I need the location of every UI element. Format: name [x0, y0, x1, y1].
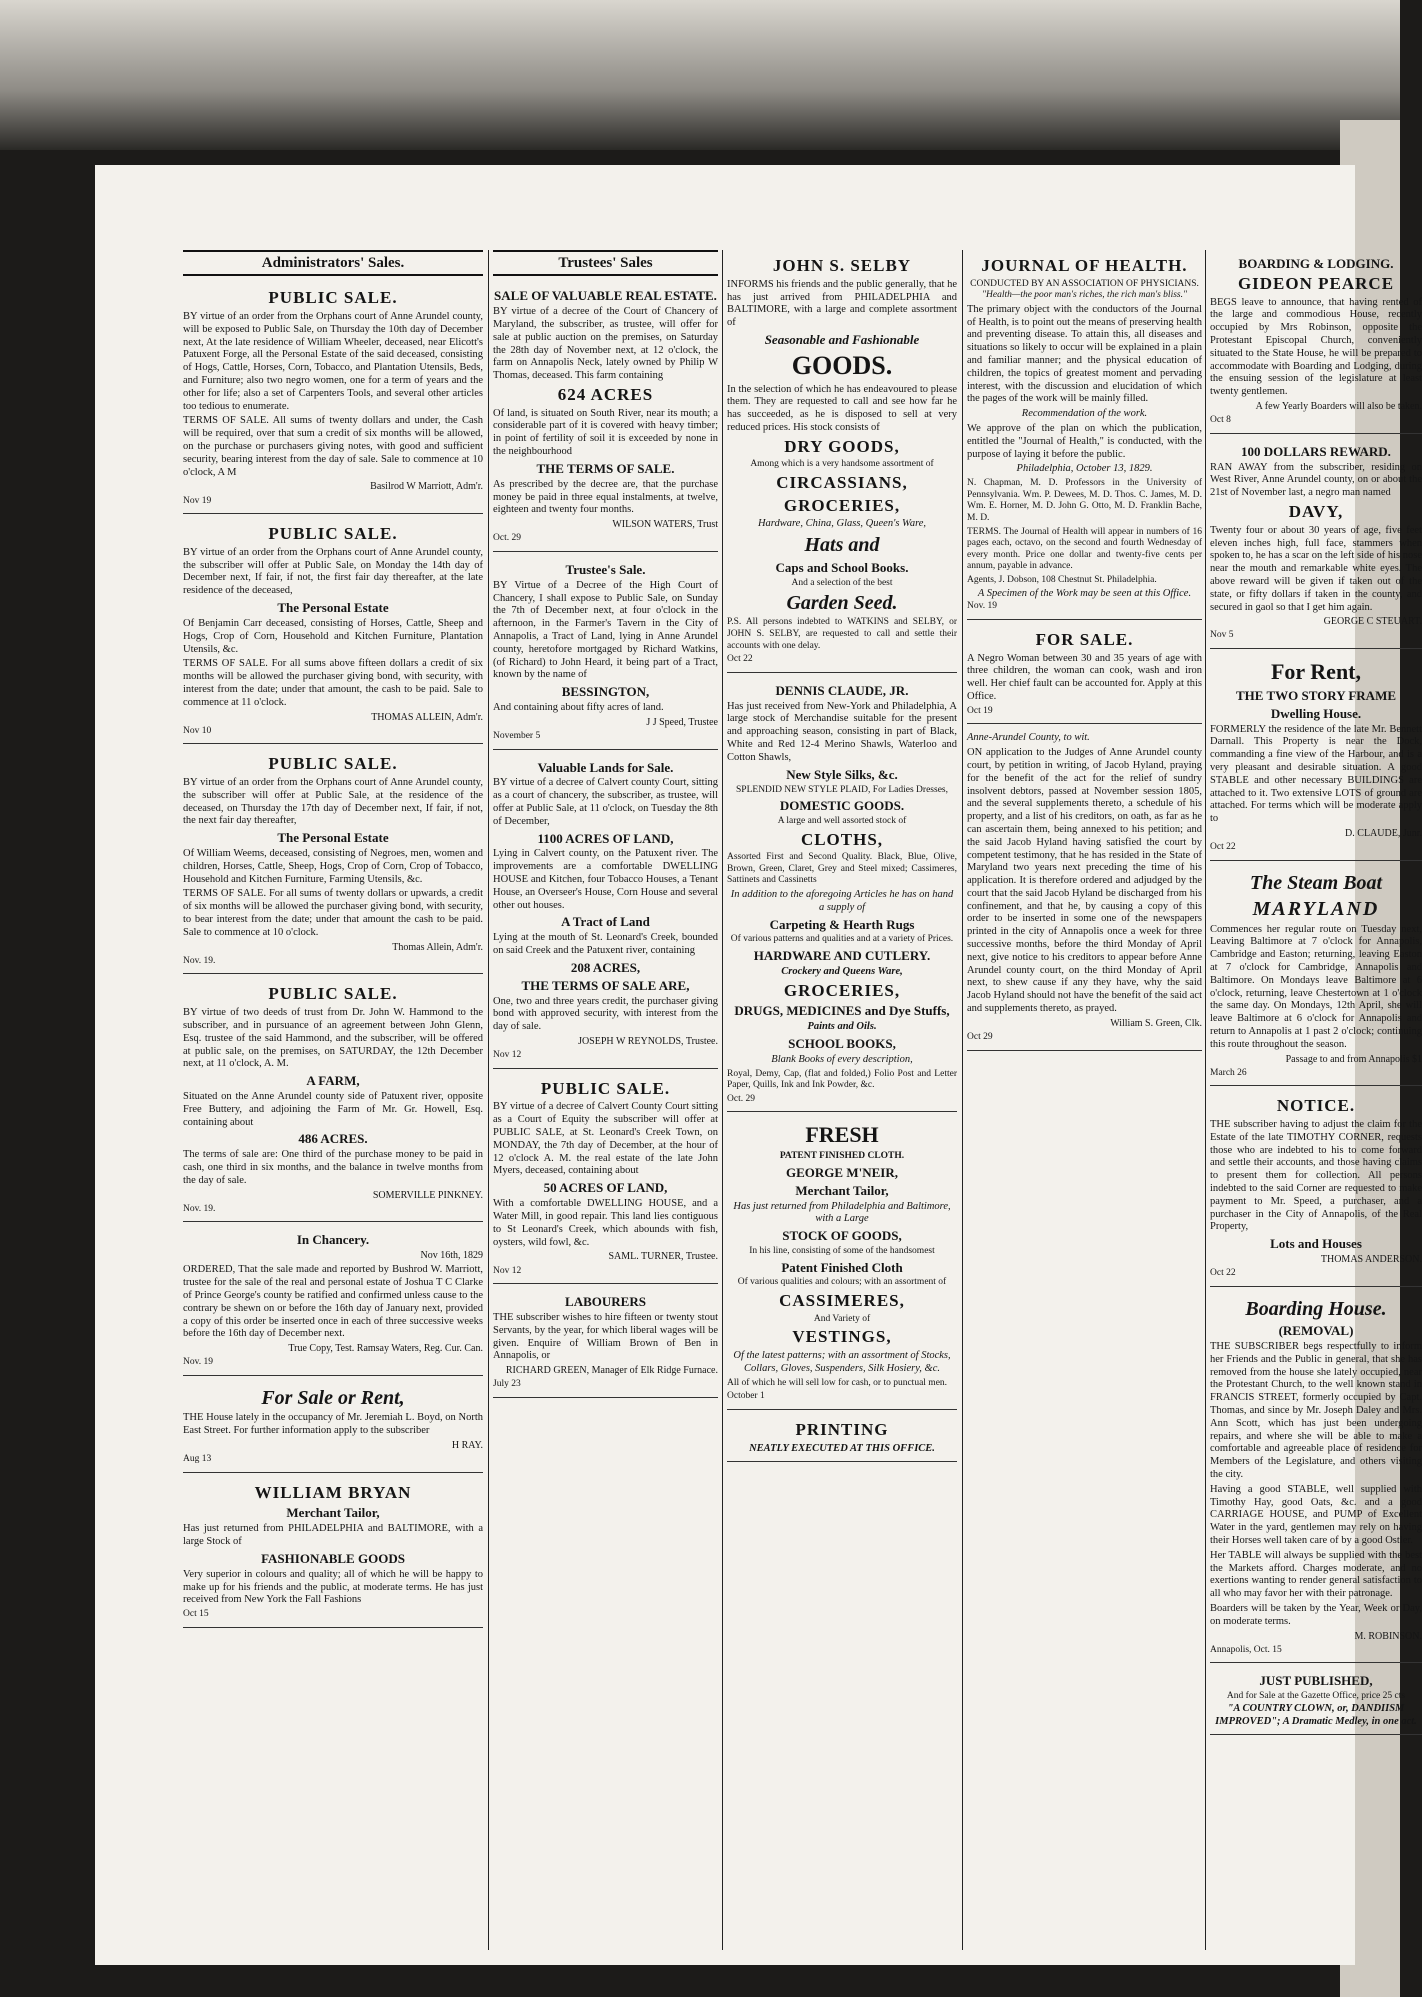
ad-body: All of which he will sell low for cash, or to punctual men. — [727, 1377, 948, 1388]
ad-title: PRINTING — [795, 1419, 889, 1439]
ad-fare: Passage to and from Annapolis $1 — [1285, 1053, 1422, 1065]
ad-date: Nov. 19 — [183, 1357, 213, 1368]
ad-title: PUBLIC SALE. — [268, 288, 398, 308]
ad-signature: A few Yearly Boarders will also be taken. — [1255, 400, 1422, 412]
ad-date: Nov. 19 — [967, 601, 997, 612]
column-rule — [1205, 250, 1206, 1950]
ad-body: Has just returned from PHILADELPHIA and BALTIMORE, with a large Stock of — [183, 1523, 483, 1548]
scan-background-top — [0, 0, 1400, 150]
ad-signature: J J Speed, Trustee — [646, 716, 718, 728]
ad-signature: GEORGE C STEUART. — [1323, 616, 1422, 628]
ad-body: In addition to the aforegoing Articles he has on hand a supply of — [730, 888, 954, 913]
ad-subtitle: GROCERIES, — [783, 495, 901, 515]
newspaper-page — [95, 165, 1422, 1965]
ad-title: Trustee's Sale. — [565, 561, 646, 577]
ad-body: We approve of the plan on which the publication, entitled the "Journal of Health," is conducted, with the purpose of laying it before the public. — [967, 423, 1202, 460]
ad-body: The primary object with the conductors of the Journal of Health, is to point out the means of preserving health and preventing disease. To attain this, all diseases and situations so likely to occur will be explained in a plain and familiar manner; and the physical education of children, the topics of greatest moment and pervading interest, with the discussion and elucidation of which the pages of the work will be mainly filled. — [967, 303, 1202, 405]
ad-title: In Chancery. — [296, 1232, 370, 1248]
ad-body: THE SUBSCRIBER begs respectfully to inform her Friends and the Public in general, that she has removed from the house she lately occupied, near the Protestant Church, to the well known stand in FRANCIS STREET, formerly occupied by Capt. Thomas, and since by Mr. Joseph Daley and Mrs. Ann Scott, which has just been undergoing repairs, and where she will be able to make a comfortable and agreeable place of residence for Members of the Legislature, and others visiting the city. — [1210, 1341, 1422, 1481]
ad-body: BY Virtue of a Decree of the High Court of Chancery, I shall expose to Public Sale, on Sunday the 7th of December next, at four o'clock in the afternoon, in the Farmer's Tavern in the City of Annapolis, a Tract of Land, lying in Anne Arundel county, heretofore mortgaged by Richard Watkins, (of Richard) to John Heard, it being part of a Tract, known by the name of — [493, 579, 718, 681]
ad-date: Oct 15 — [183, 1609, 209, 1620]
advertisement — [727, 1414, 957, 1463]
ad-signature: M. ROBINSON. — [1354, 1630, 1422, 1642]
ad-terms: As prescribed by the decree are, that the purchase money be paid in three equal instalments, at twelve, eighteen and twenty four months. — [493, 478, 718, 516]
ad-signature: True Copy, Test. Ramsay Waters, Reg. Cur. Can. — [288, 1343, 483, 1355]
ad-body: FORMERLY the residence of the late Mr. Bennett Darnall. This Property is near the Dock, commanding a fine view of the Harbour, and is a very pleasant and desirable situation. A good STABLE and other necessary BUILDINGS are attached to it. Two extensive LOTS of ground are attached. For terms which will be moderate apply to — [1210, 723, 1422, 825]
ad-subtitle: The Personal Estate — [277, 830, 389, 846]
ad-subtitle: Merchant Tailor, — [286, 1505, 380, 1521]
advertisement — [1210, 250, 1422, 434]
ad-body: RAN AWAY from the subscriber, residing on West River, Anne Arundel county, on or about the 21st of November last, a negro man named — [1210, 461, 1422, 499]
ad-subtitle: DRY GOODS, — [784, 436, 900, 456]
section-header: Administrators' Sales. — [183, 250, 483, 276]
ad-title: PUBLIC SALE. — [268, 984, 398, 1004]
ad-signature: SOMERVILLE PINKNEY. — [372, 1189, 483, 1201]
ad-body: And containing about fifty acres of land. — [493, 701, 664, 713]
ad-body: Boarders will be taken by the Year, Week or Day, on moderate terms. — [1210, 1602, 1422, 1627]
ad-subtitle: Crockery and Queens Ware, — [781, 965, 903, 977]
column-rule — [962, 250, 963, 1950]
ad-headline: Hats and — [804, 534, 880, 557]
ad-subtitle: DAVY, — [1288, 501, 1344, 521]
ad-terms-title: THE TERMS OF SALE. — [536, 460, 675, 476]
section-header: Trustees' Sales — [493, 250, 718, 276]
advertisement — [727, 1116, 957, 1409]
ad-signature: D. CLAUDE, Junr. — [1345, 827, 1422, 839]
ad-title: FOR SALE. — [1035, 629, 1134, 649]
ad-signature: WILSON WATERS, Trust — [612, 519, 718, 531]
ad-title: Boarding House. — [1245, 1297, 1387, 1320]
ad-signature: Basilrod W Marriott, Adm'r. — [370, 481, 483, 493]
ad-body: SPLENDID NEW STYLE PLAID, For Ladies Dresses, — [736, 784, 948, 795]
ad-subtitle: CASSIMERES, — [779, 1291, 905, 1311]
advertisement — [727, 677, 957, 1113]
advertisement — [183, 748, 483, 974]
ad-terms: One, two and three years credit, the purchaser giving bond with approved security, with interest from the day of sale. — [493, 995, 718, 1033]
ad-body: BY virtue of two deeds of trust from Dr. John W. Hammond to the subscriber, and in pursuance of an agreement between John Glenn, Esq. trustee of the said Hammond, and the subscriber, will be offered at public sale, on the premises, on SATURDAY, the 12th December next, at 11 o'clock, A. M. — [183, 1007, 483, 1070]
ad-date: Oct 22 — [1210, 842, 1236, 853]
ad-body: Having a good STABLE, well supplied with Timothy Hay, good Oats, &c. and a good CARRIAGE HOUSE, and PUMP of Excellent Water in the yard, gentlemen may rely on having their Horses well taken care of by a good Ostler. — [1210, 1483, 1422, 1546]
ad-date: March 26 — [1210, 1067, 1247, 1078]
ad-body: Of Benjamin Carr deceased, consisting of Horses, Cattle, Sheep and Hogs, Crop of Corn, Household and Kitchen Furniture, Plantation Utensils, &c. — [183, 617, 483, 655]
advertisement — [1210, 1291, 1422, 1664]
ad-body: Agents, J. Dobson, 108 Chestnut St. Philadelphia. — [967, 574, 1157, 585]
advertisement — [183, 518, 483, 744]
ad-motto: "Health—the poor man's riches, the rich man's bliss." — [982, 290, 1187, 301]
ad-subtitle: Dwelling House. — [1270, 705, 1362, 721]
ad-headline: Garden Seed. — [786, 592, 898, 615]
ad-body: NEATLY EXECUTED AT THIS OFFICE. — [749, 1442, 935, 1454]
ad-body: BY virtue of an order from the Orphans court of Anne Arundel county, the subscriber will offer at Public Sale, at the residence of the deceased, on Thursday the 17th day of December next, If fair, if not, the next fair day thereafter, — [183, 777, 483, 827]
column-2 — [493, 250, 718, 1960]
ad-title: For Sale or Rent, — [261, 1386, 405, 1409]
ad-body: Has just received from New-York and Philadelphia, A large stock of Merchandise suitable for the present and approaching season, consisting in part of Black, White and Red 12-4 Merino Shawls, Waterloo and Cotton Shawls, — [727, 700, 957, 763]
ad-subtitle: GIDEON PEARCE — [1237, 273, 1395, 293]
ad-title: Valuable Lands for Sale. — [537, 759, 674, 775]
ad-body: Hardware, China, Glass, Queen's Ware, — [757, 518, 927, 530]
ad-subtitle: STOCK OF GOODS, — [782, 1228, 902, 1244]
ad-acres: 208 ACRES, — [570, 959, 641, 975]
ad-body: Her TABLE will always be supplied with the best the Markets afford. Charges moderate, and no exertions wanting to render general satisfaction to all who may favor her with their patronage. — [1210, 1549, 1422, 1600]
ad-body: Of various patterns and qualities and at a variety of Prices. — [730, 934, 954, 945]
ad-subtitle: GROCERIES, — [783, 980, 901, 1000]
advertisement — [183, 1477, 483, 1628]
column-3 — [727, 250, 957, 1960]
ad-title: LABOURERS — [565, 1294, 646, 1310]
ad-subtitle: Seasonable and Fashionable — [764, 331, 920, 347]
advertisement — [183, 1380, 483, 1473]
ad-body: And for Sale at the Gazette Office, price 25 cts — [1226, 1691, 1406, 1702]
ad-date: Nov 10 — [183, 725, 212, 736]
advertisement — [493, 1288, 718, 1398]
ad-acres: 1100 ACRES OF LAND, — [537, 830, 674, 846]
ad-subtitle: CLOTHS, — [800, 829, 884, 849]
ad-body: THE subscriber wishes to hire fifteen or twenty stout Servants, by the year, for which liberal wages will be given. Enquire of William Brown of Ben in Annapolis, or — [493, 1311, 718, 1362]
ad-subtitle: DRUGS, MEDICINES and Dye Stuffs, — [734, 1003, 950, 1019]
ad-body: Among which is a very handsome assortment of — [750, 459, 934, 470]
advertisement — [493, 754, 718, 1069]
ad-acres: 486 ACRES. — [298, 1131, 368, 1147]
ad-body: And a selection of the best — [791, 577, 893, 588]
ad-body: BY virtue of a decree of Calvert county Court, sitting as a court of chancery, the subscriber, as trustee, will offer at Public Sale, at 11 o'clock, on Tuesday the 8th of December, — [493, 777, 718, 827]
ad-body: A Specimen of the Work may be seen at this Office. — [977, 588, 1192, 600]
ad-subtitle: MARYLAND — [1252, 898, 1380, 921]
advertisement — [1210, 1667, 1422, 1735]
ad-date: Oct. 29 — [493, 533, 521, 544]
ad-body: INFORMS his friends and the public generally, that he has just arrived from PHILADELPHIA and BALTIMORE, with a large and complete assortment of — [727, 278, 957, 329]
ad-subtitle: CONDUCTED BY AN ASSOCIATION OF PHYSICIANS. — [970, 278, 1199, 289]
advertisement — [1210, 865, 1422, 1087]
ad-title: JOHN S. SELBY — [772, 256, 912, 275]
ad-body: The terms of sale are: One third of the purchase money to be paid in cash, one third in six months, and the balance in twelve months from the day of sale. — [183, 1149, 483, 1186]
ad-title: DENNIS CLAUDE, JR. — [775, 682, 909, 698]
ad-body: Of various qualities and colours; with an assortment of — [737, 1277, 947, 1288]
ad-date: Oct 8 — [1210, 415, 1231, 426]
ad-title: BOARDING & LODGING. — [1238, 256, 1394, 271]
ad-body: In the selection of which he has endeavoured to please them. They are requested to call and see how far he has succeeded, as he is disposed to sell at very reduced prices. His stock consists of — [727, 383, 957, 433]
advertisement — [183, 282, 483, 514]
ad-title: NOTICE. — [1276, 1096, 1356, 1116]
ad-body: N. Chapman, M. D. Professors in the University of Pennsylvania. Wm. P. Dewees, M. D. Thos. C. James, M. D. Wm. E. Horner, M. D. John G. Otto, M. D. Franklin Bache, M. D. — [967, 478, 1202, 523]
ad-subtitle: CIRCASSIANS, — [776, 473, 908, 492]
ad-subtitle: Carpeting & Hearth Rugs — [769, 916, 915, 932]
ad-date: Nov 12 — [493, 1265, 522, 1276]
ad-title: PUBLIC SALE. — [268, 524, 398, 544]
ad-body: And Variety of — [813, 1313, 871, 1324]
ad-subtitle: FASHIONABLE GOODS — [261, 1550, 405, 1566]
advertisement — [183, 1226, 483, 1376]
ad-date: November 5 — [493, 730, 541, 741]
column-rule — [488, 250, 489, 1950]
ad-title: PUBLIC SALE. — [540, 1078, 671, 1098]
ad-body: THE subscriber having to adjust the claim for the Estate of the late TIMOTHY CORNER, requests those who are indebted to his to come forward and settle their accounts, and those having claims to present them for collection. All persons indebted to the said Corner are requested to make payment to Mr. Speed, a purchaser, and a purchaser in the City of Annapolis, of the Real Property, — [1210, 1119, 1422, 1233]
ad-date: Nov 19 — [183, 495, 212, 506]
ad-body: BY virtue of an order from the Orphans court of Anne Arundel county, will be exposed to Public Sale, on Thursday the 10th day of December next, At the late residence of William Wheeler, deceased, near Elicott's Patuxent Forge, all the Personal Estate of the said deceased, consisting of Hogs, Cattle, Horses, Corn, Tobacco, and Plantation Utensils, Beds, and Furniture; also two negro women, one for a term of years and the other for life; also a set of Carpenters Tools, and several other articles too tedious to enumerate. — [183, 311, 483, 412]
ad-body: BEGS leave to announce, that having rented of the large and commodious House, recently occupied by Mrs Robinson, opposite the Protestant Episcopal Church, conveniently situated to the State House, he will be prepared to accommodate with Boarding and Lodging, during the ensuing session of the legislature at least twenty gentlemen. — [1210, 296, 1422, 398]
ad-body: BY virtue of a decree of Calvert County Court sitting as a Court of Equity the subscriber will offer at PUBLIC SALE, at St. Leonard's Creek Town, on MONDAY, the 7th day of December, at the hour of 12 o'clock A. M. the real estate of the late John Myers, deceased, containing about — [493, 1101, 718, 1177]
advertisement — [1210, 1090, 1422, 1287]
ad-subtitle: Patent Finished Cloth — [781, 1259, 903, 1275]
advertisement — [493, 282, 718, 552]
ad-date: Aug 13 — [183, 1454, 212, 1465]
ad-signature: JOSEPH W REYNOLDS, Trustee. — [578, 1035, 718, 1047]
ad-date: Oct 22 — [727, 654, 753, 665]
ad-subtitle: New Style Silks, &c. — [786, 766, 898, 782]
ad-body: Has just returned from Philadelphia and Baltimore, with a Large — [733, 1200, 951, 1225]
ad-date: Nov 12 — [493, 1050, 522, 1061]
ad-body: Very superior in colours and quality; all of which he will be happy to make up for his friends and the public, at moderate terms. He has just received from New York the Fall Fashions — [183, 1568, 483, 1606]
ad-signature: H RAY. — [451, 1439, 483, 1451]
ad-terms: TERMS OF SALE. For all sums above fifteen dollars a credit of six months will be allowed the purchaser giving bond, with security, with interest from the date; under that amount, the cash to be paid. Sale to commence at 11 o'clock. — [183, 658, 483, 708]
ad-terms: TERMS. The Journal of Health will appear in numbers of 16 pages each, octavo, on the second and fourth Wednesday of every month. Price one dollar and twenty-five cents per annum, payable in advance. — [967, 526, 1202, 572]
ad-signature: William S. Green, Clk. — [1110, 1017, 1202, 1029]
ad-subtitle: Paints and Oils. — [807, 1021, 877, 1033]
column-4 — [967, 250, 1202, 1960]
ad-date: Nov. 19. — [183, 1203, 216, 1214]
ad-date: Oct 29 — [967, 1032, 993, 1043]
ad-acres: 50 ACRES OF LAND, — [543, 1180, 668, 1196]
ad-title: 100 DOLLARS REWARD. — [1241, 443, 1391, 459]
column-1 — [183, 250, 483, 1960]
advertisement — [967, 624, 1202, 725]
ad-title: For Rent, — [1270, 659, 1362, 685]
column-5 — [1210, 250, 1422, 1960]
ad-signature: THOMAS ANDERSON. — [1320, 1254, 1422, 1266]
advertisement — [967, 728, 1202, 1050]
ad-body: ORDERED, That the sale made and reported by Bushrod W. Marriott, trustee for the sale of the real and personal estate of Joshua T C Clarke of Prince George's county be ratified and confirmed unless cause to the contrary be shewn on or before the 16th day of January next, provided a copy of this order be inserted once in each of three successive weeks before the 16th day of December next. — [183, 1264, 483, 1340]
ad-acres: 624 ACRES — [557, 384, 654, 404]
ad-date: Nov. 19. — [183, 955, 216, 966]
ad-body: Twenty four or about 30 years of age, five feet eleven inches high, full face, stammers when spoken to, he has a scar on the left side of his nose near the mouth and remarkable white eyes. The above reward will be given if taken out of the state, or fifty dollars if taken in the county, and secured in gaol so that I get him again. — [1210, 524, 1422, 613]
ad-body: Blank Books of every description, — [771, 1053, 913, 1065]
ad-signature: RICHARD GREEN, Manager of Elk Ridge Furnace. — [505, 1365, 718, 1377]
ad-date: Annapolis, Oct. 15 — [1210, 1644, 1282, 1655]
ad-signature: THOMAS ALLEIN, Adm'r. — [371, 711, 483, 723]
ad-body: BY virtue of a decree of the Court of Chancery of Maryland, the subscriber, as trustee, will offer for sale at public auction on the premises, on Saturday the 28th day of November next, at 12 o'clock, the farm on Annapolis Neck, lately owned by Philip W Thomas, deceased. This farm containing — [493, 306, 718, 382]
ad-title: JOURNAL OF HEALTH. — [981, 256, 1188, 275]
advertisement — [1210, 653, 1422, 861]
ad-terms: TERMS OF SALE. For all sums of twenty dollars or upwards, a credit of six months will be allowed the purchaser giving bond, with security, to bear interest from the date; under that amount the cash to be paid. Sale to commence at 10 o'clock. — [183, 888, 483, 938]
ad-title: FRESH — [805, 1122, 879, 1148]
ad-body: BY virtue of an order from the Orphans court of Anne Arundel county, the subscriber will offer at Public Sale, on Monday the 14th day of December next, If fair, if not, the first fair day thereafter, at the late residence of the deceased, — [183, 546, 483, 597]
ad-date: Oct. 29 — [727, 1093, 755, 1104]
ad-subtitle: A Tract of Land — [561, 914, 650, 930]
ad-title: Anne-Arundel County, to wit. — [967, 732, 1090, 744]
ad-terms-title: THE TERMS OF SALE ARE, — [521, 977, 690, 993]
ad-body: A Negro Woman between 30 and 35 years of age with three children, the woman can cook, wash and iron well. Her chief fault can be accounted for. Apply at this Office. — [967, 652, 1202, 702]
ad-subtitle: Lots and Houses — [1270, 1236, 1362, 1252]
ad-date: Nov 5 — [1210, 630, 1234, 641]
advertisement — [1210, 438, 1422, 649]
ad-title: SALE OF VALUABLE REAL ESTATE. — [494, 288, 717, 304]
ad-signature: SAML. TURNER, Trustee. — [608, 1251, 718, 1263]
ad-title: The Steam Boat — [1249, 871, 1383, 894]
ad-subtitle: DOMESTIC GOODS. — [779, 798, 905, 814]
column-rule — [722, 250, 723, 1950]
ad-body: Of William Weems, deceased, consisting of Negroes, men, women and children, Horses, Cattle, Sheep, Hogs, Crop of Corn, Crop of Tobacco, Household and Kitchen Furniture, Farming Utensils, &c. — [183, 848, 483, 885]
ad-title: PUBLIC SALE. — [268, 754, 398, 774]
ad-subtitle: HARDWARE AND CUTLERY. — [753, 948, 931, 964]
ad-body: A large and well assorted stock of — [777, 815, 907, 826]
ad-body: Lying at the mouth of St. Leonard's Creek, bounded on said Creek and the Patuxent river, containing — [493, 932, 718, 957]
ad-subtitle: Merchant Tailor, — [795, 1182, 889, 1198]
ad-subtitle: PATENT FINISHED CLOTH. — [779, 1151, 905, 1162]
advertisement — [493, 556, 718, 750]
ad-date: Oct 22 — [1210, 1268, 1236, 1279]
ad-body: Royal, Demy, Cap, (flat and folded,) Folio Post and Letter Paper, Quills, Ink and Ink Powder, &c. — [727, 1068, 957, 1091]
ad-body: P.S. All persons indebted to WATKINS and SELBY, or JOHN S. SELBY, are requested to call and settle their accounts with one delay. — [727, 617, 957, 651]
ad-body: THE House lately in the occupancy of Mr. Jeremiah L. Boyd, on North East Street. For further information apply to the subscriber — [183, 1412, 483, 1437]
ad-body: Of the latest patterns; with an assortment of Stocks, Collars, Gloves, Suspenders, Silk Hosiery, &c. — [733, 1350, 951, 1374]
ad-title: WILLIAM BRYAN — [254, 1482, 412, 1502]
ad-date: Oct 19 — [967, 705, 993, 716]
ad-body: Situated on the Anne Arundel county side of Patuxent river, opposite Free Buttery, and adjoining the Farm of Mr. Gr. Howell, Esq. containing about — [183, 1090, 483, 1128]
ad-subtitle: VESTINGS, — [792, 1327, 892, 1347]
ad-body: In his line, consisting of some of the handsomest — [749, 1246, 935, 1257]
ad-date: July 23 — [493, 1379, 521, 1390]
ad-subtitle: The Personal Estate — [277, 600, 389, 616]
advertisement — [183, 978, 483, 1222]
ad-date-line: Nov 16th, 1829 — [420, 1250, 483, 1262]
ad-date: October 1 — [727, 1391, 765, 1402]
advertisement — [967, 250, 1202, 620]
ad-book-title: "A COUNTRY CLOWN, or, DANDIISM IMPROVED"; A Dramatic Medley, in one act. — [1215, 1702, 1417, 1727]
ad-subtitle: BESSINGTON, — [561, 684, 650, 700]
ad-signature: Thomas Allein, Adm'r. — [392, 941, 483, 953]
ad-body: Assorted First and Second Quality. Black, Blue, Olive, Brown, Green, Claret, Grey and Steel mixed; Cassimeres, Sattinets and Cassinetts — [727, 852, 957, 886]
ad-subtitle: Caps and School Books. — [775, 559, 909, 575]
ad-subtitle: GEORGE M'NEIR, — [786, 1164, 898, 1180]
advertisement — [493, 1073, 718, 1284]
ad-body: ON application to the Judges of Anne Arundel county court, by petition in writing, of Jacob Hyland, praying for the benefit of the act for the relief of sundry insolvent debtors, passed at November session 1805, and the several supplements thereto, a schedule of his property, and a list of his creditors, on oath, as far as he can ascertain them, being annexed to his petition; and the said Jacob Hyland having satisfied the court by competent testimony, that he has resided in the State of Maryland two years next preceding the time of his application. It is therefore ordered and adjudged by the court that the said Jacob Hyland be discharged from his confinement, and that he, by causing a copy of this order to be inserted in some one of the newspapers printed in the city of Annapolis once a week for three successive months, before the third Monday of April next, give notice to his creditors to appear before Anne Arundel county court, on the third Monday of April next, to shew cause if any they have, why the said Jacob Hyland should not have the benefit of the said act and supplements thereto, as prayed. — [967, 747, 1203, 1015]
ad-subtitle: SCHOOL BOOKS, — [788, 1036, 896, 1052]
advertisement — [727, 250, 957, 673]
ad-body: Commences her regular route on Tuesday next, Leaving Baltimore at 7 o'clock for Annapolis, Cambridge and Easton; returning, leaving Easton at 7 o'clock for Cambridge, Annapolis and Baltimore. On Mondays leave Baltimore at 6 o'clock, returning, leave Chestertown at 1 o'clock the same day. On Mondays, 12th April, she will leave Baltimore at 6 o'clock for Annapolis and return to Annapolis at 1 past 2 o'clock; continuing this route throughout the season. — [1210, 923, 1422, 1050]
ad-place: Philadelphia, October 13, 1829. — [1016, 463, 1153, 475]
ad-subtitle: (REMOVAL) — [1278, 1323, 1354, 1339]
ad-terms: TERMS OF SALE. All sums of twenty dollars and under, the Cash will be required, over that sum a credit of six months will be allowed, on the purchase or purchasers giving notes, with good and sufficient security, bearing interest from the day of sale. Sale to commence at 10 o'clock, A M — [183, 415, 483, 478]
ad-body: Of land, is situated on South River, near its mouth; a considerable part of it is covered with heavy timber; in point of fertility of soil it is exceeded by none in the neighbourhood — [493, 407, 718, 458]
ad-subtitle: Recommendation of the work. — [1021, 408, 1148, 420]
ad-subtitle: THE TWO STORY FRAME — [1235, 687, 1397, 703]
ad-title: JUST PUBLISHED, — [1259, 1673, 1373, 1689]
ad-body: Lying in Calvert county, on the Patuxent river. The improvements are a comfortable DWELLING HOUSE and Kitchen, four Tobacco Houses, a Tenant House, an Overseer's House, Corn House and several other out houses. — [493, 848, 718, 911]
ad-subtitle: A FARM, — [306, 1073, 360, 1089]
ad-body: With a comfortable DWELLING HOUSE, and a Water Mill, in good repair. This land lies contiguous to St Leonard's Creek, which abounds with fish, oysters, wild fowl, &c. — [493, 1198, 718, 1248]
ad-headline: GOODS. — [791, 350, 893, 380]
